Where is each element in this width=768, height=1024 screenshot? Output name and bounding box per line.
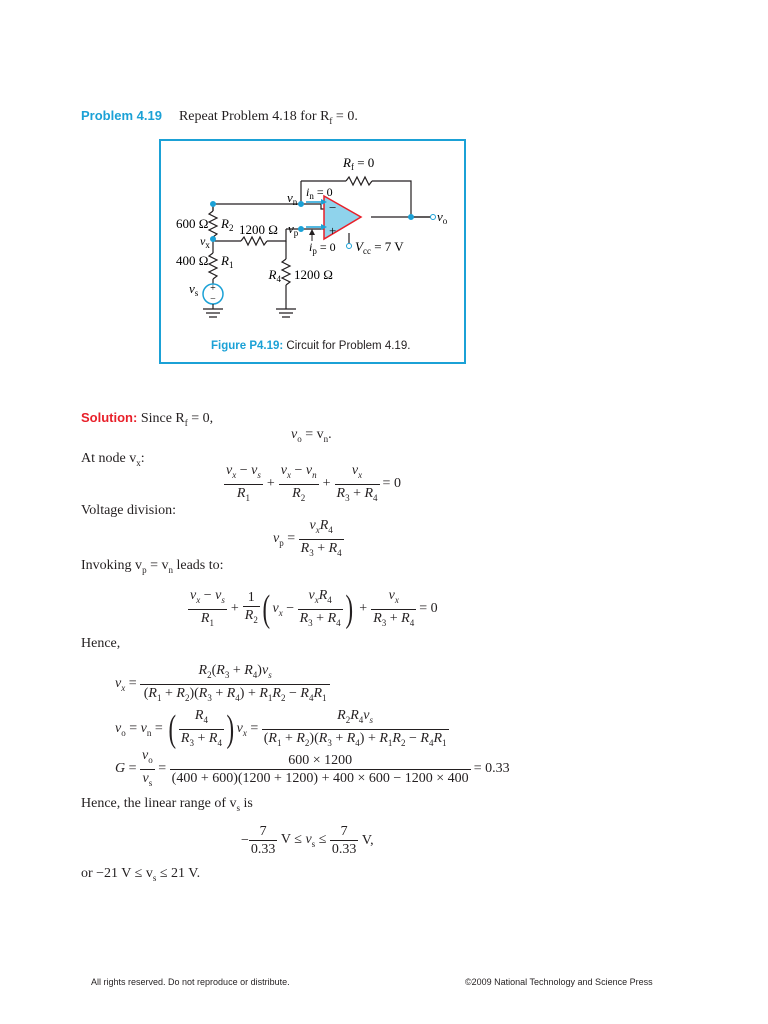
r4-value-label: 1200 Ω (294, 267, 333, 282)
r2-label: $R_2$ (221, 216, 234, 233)
opamp-minus-label: − (329, 200, 337, 215)
source-minus: − (210, 294, 216, 305)
eq-voltage-division: $v_p$ = $\frac{v_xR_4}{R_3 + R_4}$ (273, 518, 342, 558)
eq-combined: $\frac{v_x - v_s}{R_1}$ + $\frac{1}{R_2}$ ( $v_x$ − $\frac{v_xR_4}{R_3 + R_4}$ ) + $\frac{v_x}{R_3 + R_4}$ = 0 (190, 588, 438, 631)
eq-vo: $v_o = v_n$ = ( $\frac{R_4}{R_3 + R_4}$ ) $v_x$ = $\frac{R_2R_4v_s}{(R_1 + R_2)(R_3 + R_4) + R_1R_2 - R_4R_1}$ (115, 708, 447, 751)
vn-label: $v_n$ (287, 190, 298, 207)
r4-resistor (282, 259, 290, 285)
problem-label: Problem 4.19 (81, 108, 162, 123)
rf-resistor (346, 177, 372, 185)
ground-r4-icon (276, 309, 296, 317)
r2-value-label: 600 Ω (176, 216, 209, 231)
source-plus: + (210, 283, 216, 294)
r3-resistor (241, 237, 267, 245)
r3-value-label: 1200 Ω (239, 222, 278, 237)
eq-gain: G = $\frac{v_o}{v_s}$ = $\frac{600 \times 1200}{(400 + 600)(1200 + 1200) + 400 \times 600 - 1200 \times 400}$ = 0.33 (115, 748, 510, 788)
problem-text: Repeat Problem 4.18 for $R_f = 0$. (178, 109, 358, 126)
r1-label: $R_1$ (221, 253, 234, 270)
in-label: $i_n = 0$ (306, 185, 333, 201)
figure-frame (159, 139, 466, 364)
hence-linear-range-text: Hence, the linear range of $v_s$ is (81, 796, 253, 813)
voltage-division-text: Voltage division: (81, 503, 177, 518)
eq-vx: $v_x$ = $\frac{R_2(R_3 + R_4)v_s}{(R_1 + R_2)(R_3 + R_4) + R_1R_2 - R_4R_1}$ (115, 662, 330, 707)
eq-range: − $\frac{7}{0.33}$ $V \le v_s$ ≤ $\frac{7}{0.33}$ V, (241, 824, 374, 857)
eq-kcl: $\frac{v_x - v_s}{R_1}$ + $\frac{v_x - v_n}{R_2}$ + $\frac{v_x}{R_3 + R_4}$ = 0 (226, 463, 401, 503)
vo-label: $v_o$ (437, 209, 448, 226)
vs-label: $v_s$ (189, 281, 199, 298)
r2-resistor (209, 211, 217, 237)
circuit-diagram (161, 141, 464, 362)
r1-resistor (209, 253, 217, 279)
figure-caption: Figure P4.19: Circuit for Problem 4.19. (211, 340, 411, 352)
vx-label: $v_x$ (200, 234, 210, 250)
rf-label: $R_f = 0$ (343, 155, 375, 172)
solution-intro: Solution: Since $R_f = 0$, (81, 410, 214, 428)
footer-right: ©2009 National Technology and Science Press (465, 977, 653, 987)
vcc-label: $V_{cc} = 7$ V (355, 239, 404, 256)
vp-label: $v_p$ (288, 221, 299, 238)
ground-source-icon (203, 309, 223, 317)
hence-text: Hence, (81, 636, 121, 651)
r1-value-label: 400 Ω (176, 253, 209, 268)
invoking-text: Invoking $v_p = v_n$ leads to: (81, 558, 224, 575)
problem-statement (81, 108, 358, 126)
footer-left: All rights reserved. Do not reproduce or distribute. (91, 977, 290, 987)
eq-vo-vn: $v_o = v_n$. (291, 427, 332, 444)
ip-label: $i_p = 0$ (309, 240, 336, 256)
opamp-plus-label: + (329, 223, 337, 238)
final-range-text: or −21 $V \le v_s \le 21$ V. (81, 866, 201, 883)
at-node-text: At node $v_x$: (81, 451, 145, 468)
r4-label: $R_4$ (268, 267, 281, 284)
